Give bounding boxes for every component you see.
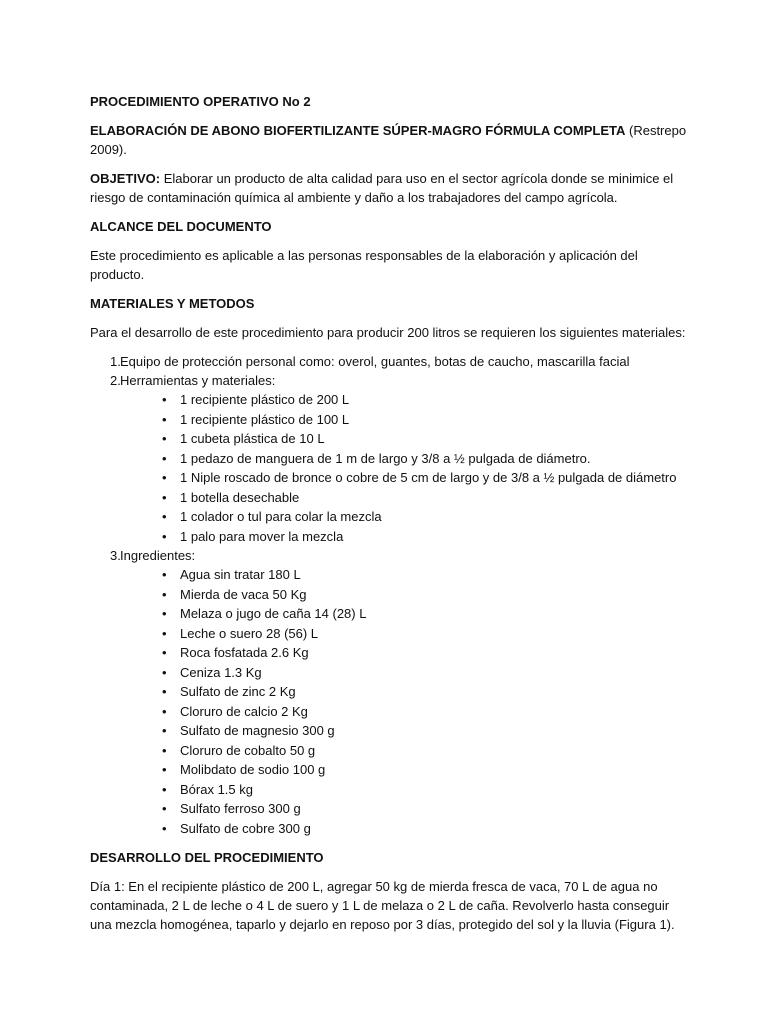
tool-item-text: 1 recipiente plástico de 100 L bbox=[180, 411, 350, 427]
list-item-text: Herramientas y materiales: bbox=[120, 373, 276, 388]
title-reference: (Restrepo 2009). bbox=[90, 123, 687, 157]
day1-paragraph: Día 1: En el recipiente plástico de 200 L, agregar 50 kg de mierda fresca de vaca, 70 L de agua no contaminada, 2 L de leche o 4 L de suero y 1 L de melaza o 2 L de caña. Revolverlo hasta conseguir una mezcla homogénea, taparlo y dejarlo en reposo por 3 días, protegido del sol y la lluvia (Figura 1). bbox=[90, 879, 675, 932]
ingredient-item-text: Bórax 1.5 kg bbox=[180, 781, 253, 797]
ingredient-item bbox=[120, 721, 690, 741]
bullet-icon: • bbox=[162, 470, 167, 485]
list-item-text: Ingredientes: bbox=[120, 548, 196, 563]
bullet-icon: • bbox=[162, 489, 167, 505]
ingredient-item-text: Roca fosfatada 2.6 Kg bbox=[180, 645, 309, 660]
tool-item bbox=[120, 488, 690, 508]
ingredient-item-text: Agua sin tratar 180 L bbox=[180, 567, 301, 582]
bullet-icon: • bbox=[162, 606, 167, 621]
tool-item bbox=[120, 468, 690, 488]
tool-item-text: 1 botella desechable bbox=[180, 489, 300, 505]
materials-intro: Para el desarrollo de este procedimiento para producir 200 litros se requieren los siguientes materiales: bbox=[90, 325, 686, 340]
bullet-icon: • bbox=[162, 528, 167, 544]
list-number: 1. bbox=[110, 354, 121, 369]
document-title bbox=[90, 121, 690, 159]
bullet-icon: • bbox=[162, 664, 167, 680]
ingredient-item-text: Ceniza 1.3 Kg bbox=[180, 664, 262, 680]
tool-item-text: 1 cubeta plástica de 10 L bbox=[180, 431, 325, 446]
tool-item-text: 1 palo para mover la mezcla bbox=[180, 528, 344, 544]
list-number: 3. bbox=[110, 548, 121, 563]
ingredient-item bbox=[120, 741, 690, 761]
bullet-icon: • bbox=[162, 781, 167, 797]
ingredient-item-text: Sulfato de cobre 300 g bbox=[180, 820, 311, 836]
list-item bbox=[90, 371, 690, 546]
ingredient-item-text: Sulfato de magnesio 300 g bbox=[180, 723, 335, 738]
tool-item-text: 1 Niple roscado de bronce o cobre de 5 cm de largo y de 3/8 a ½ pulgada de diámetro bbox=[180, 470, 677, 485]
tool-item bbox=[120, 449, 690, 469]
ingredient-item-text: Melaza o jugo de caña 14 (28) L bbox=[180, 606, 367, 621]
ingredient-item-text: Sulfato de zinc 2 Kg bbox=[180, 684, 296, 699]
ingredient-item bbox=[120, 663, 690, 683]
bullet-icon: • bbox=[162, 723, 167, 738]
tool-item bbox=[120, 527, 690, 547]
ingredient-item-text: Mierda de vaca 50 Kg bbox=[180, 586, 307, 602]
bullet-icon: • bbox=[162, 703, 167, 719]
bullet-icon: • bbox=[162, 801, 167, 816]
objective-label: OBJETIVO: bbox=[90, 171, 161, 186]
bullet-icon: • bbox=[162, 625, 167, 641]
ingredient-item bbox=[120, 702, 690, 722]
list-item bbox=[90, 546, 690, 838]
document-content bbox=[90, 92, 690, 934]
ingredients-sublist bbox=[120, 565, 690, 838]
bullet-icon: • bbox=[162, 431, 167, 446]
tool-item bbox=[120, 429, 690, 449]
tool-item bbox=[120, 390, 690, 410]
list-number: 2. bbox=[110, 373, 121, 388]
scope-text: Este procedimiento es aplicable a las personas responsables de la elaboración y aplicación del producto. bbox=[90, 248, 638, 282]
ingredient-item bbox=[120, 585, 690, 605]
tool-item-text: 1 colador o tul para colar la mezcla bbox=[180, 509, 382, 524]
tools-sublist bbox=[120, 390, 690, 546]
objective-text: Elaborar un producto de alta calidad para uso en el sector agrícola donde se minimice el riesgo de contaminación química al ambiente y daño a los trabajadores del campo agrícola. bbox=[90, 171, 674, 205]
ingredient-item bbox=[120, 682, 690, 702]
ingredient-item bbox=[120, 819, 690, 839]
materials-list bbox=[90, 352, 690, 838]
bullet-icon: • bbox=[162, 450, 167, 466]
bullet-icon: • bbox=[162, 645, 167, 660]
ingredient-item bbox=[120, 604, 690, 624]
ingredient-item-text: Cloruro de cobalto 50 g bbox=[180, 742, 316, 758]
tool-item bbox=[120, 507, 690, 527]
ingredient-item-text: Sulfato ferroso 300 g bbox=[180, 801, 301, 816]
ingredient-item bbox=[120, 565, 690, 585]
bullet-icon: • bbox=[162, 392, 167, 407]
tool-item-text: 1 pedazo de manguera de 1 m de largo y 3/8 a ½ pulgada de diámetro. bbox=[180, 450, 591, 466]
tool-item-text: 1 recipiente plástico de 200 L bbox=[180, 392, 350, 407]
ingredient-item bbox=[120, 643, 690, 663]
ingredient-item bbox=[120, 799, 690, 819]
ingredient-item bbox=[120, 760, 690, 780]
list-item-text: Equipo de protección personal como: overol, guantes, botas de caucho, mascarilla facial bbox=[120, 354, 630, 369]
ingredient-item-text: Leche o suero 28 (56) L bbox=[180, 625, 319, 641]
materials-heading: MATERIALES Y METODOS bbox=[90, 296, 255, 311]
bullet-icon: • bbox=[162, 742, 167, 758]
title-main: ELABORACIÓN DE ABONO BIOFERTILIZANTE SÚPER-MAGRO FÓRMULA COMPLETA bbox=[90, 123, 626, 138]
development-heading: DESARROLLO DEL PROCEDIMIENTO bbox=[90, 850, 324, 865]
objective-paragraph bbox=[90, 169, 690, 207]
bullet-icon: • bbox=[162, 586, 167, 602]
scope-heading: ALCANCE DEL DOCUMENTO bbox=[90, 219, 272, 234]
ingredient-item-text: Molibdato de sodio 100 g bbox=[180, 762, 326, 777]
ingredient-item bbox=[120, 780, 690, 800]
bullet-icon: • bbox=[162, 684, 167, 699]
ingredient-item bbox=[120, 624, 690, 644]
bullet-icon: • bbox=[162, 762, 167, 777]
bullet-icon: • bbox=[162, 567, 167, 582]
ingredient-item-text: Cloruro de calcio 2 Kg bbox=[180, 703, 308, 719]
bullet-icon: • bbox=[162, 509, 167, 524]
bullet-icon: • bbox=[162, 411, 167, 427]
bullet-icon: • bbox=[162, 820, 167, 836]
tool-item bbox=[120, 410, 690, 430]
procedure-number: PROCEDIMIENTO OPERATIVO No 2 bbox=[90, 94, 311, 109]
list-item bbox=[90, 352, 690, 371]
